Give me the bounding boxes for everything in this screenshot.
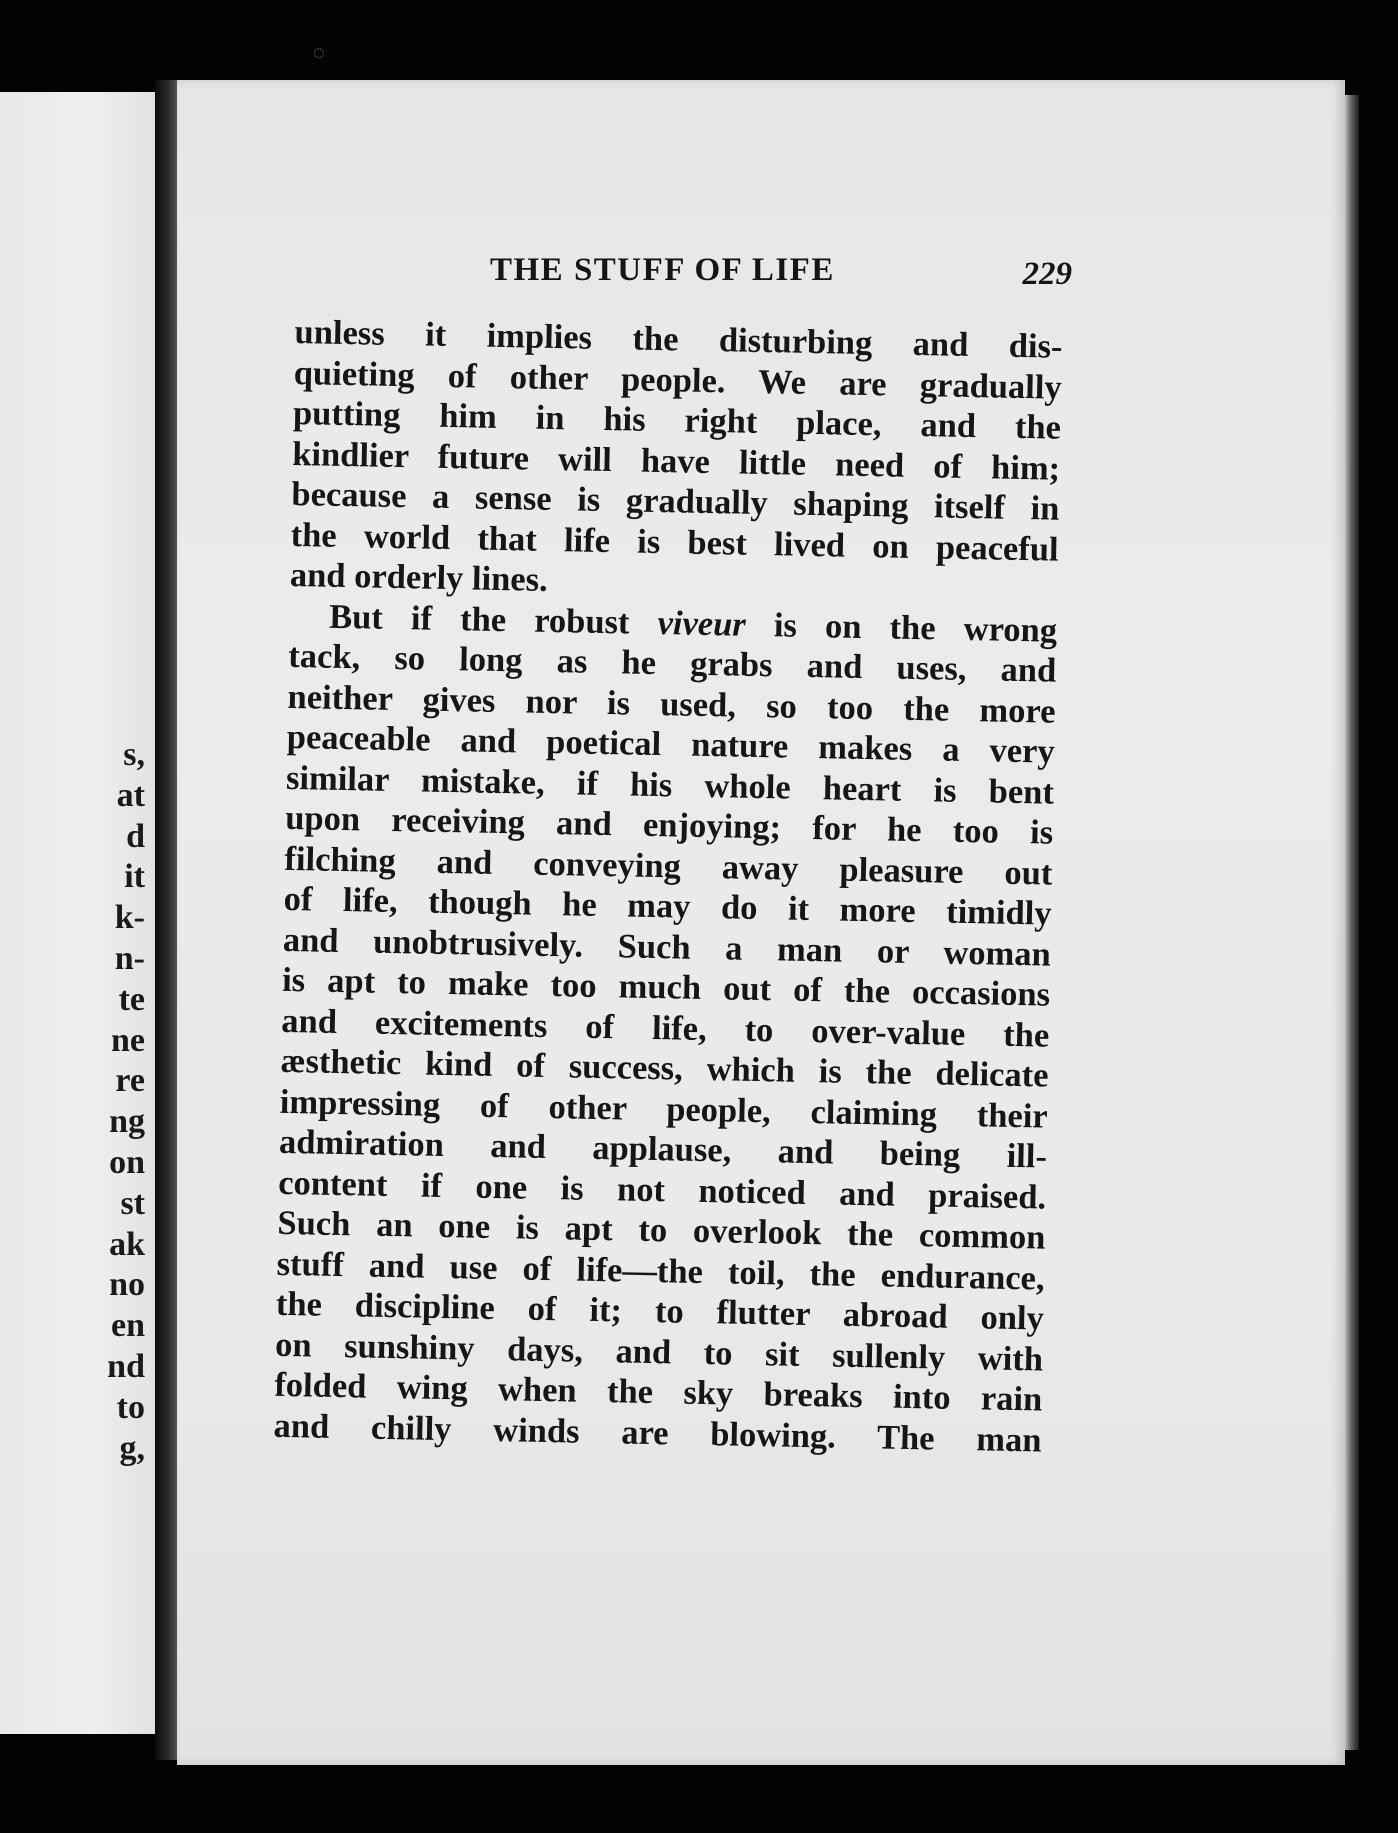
text-line: neither gives nor is used, so too the more <box>287 677 1056 731</box>
left-fragment: g, <box>119 1429 145 1467</box>
text-line: kindlier future will have little need of him; <box>291 434 1061 488</box>
left-fragment: at <box>116 776 145 814</box>
left-fragment: on <box>109 1143 145 1181</box>
italic-word: viveur <box>657 603 747 644</box>
text-line: similar mistake, if his whole heart is bent <box>285 758 1055 812</box>
left-fragment: n- <box>114 939 145 977</box>
left-fragment: en <box>111 1307 145 1345</box>
left-fragment: re <box>115 1062 145 1100</box>
paragraph-start-line: But if the robust viveur is on the wrong <box>328 597 1058 650</box>
text-line: putting him in his right place, and the <box>292 393 1062 447</box>
text-line: content if one is not noticed and praised. <box>277 1163 1047 1217</box>
running-title: THE STUFF OF LIFE <box>490 252 835 288</box>
left-fragment: ne <box>111 1021 145 1059</box>
left-fragment: k- <box>114 899 145 937</box>
left-fragment: ak <box>109 1225 145 1263</box>
text-line: the world that life is best lived on peaceful <box>290 515 1059 569</box>
left-fragment: no <box>109 1266 145 1304</box>
left-fragment: it <box>124 858 145 896</box>
text-line: because a sense is gradually shaping itself in <box>291 474 1060 528</box>
body-text <box>273 312 1063 1461</box>
left-fragment: s, <box>123 736 145 773</box>
paragraph-end-line: and orderly lines. <box>289 555 549 599</box>
text-line: impressing of other people, claiming their <box>279 1082 1049 1136</box>
book-gutter <box>155 80 177 1760</box>
text-line: stuff and use of life—the toil, the endurance, <box>276 1244 1045 1298</box>
text-line: unless it implies the disturbing and dis- <box>294 312 1063 366</box>
text-line: folded wing when the sky breaks into rain <box>274 1365 1043 1419</box>
text-line: admiration and applause, and being ill- <box>278 1122 1048 1176</box>
text-line: æsthetic kind of success, which is the delicate <box>280 1041 1049 1095</box>
text-line: peaceable and poetical nature makes a very <box>286 717 1056 771</box>
left-fragment: st <box>120 1184 145 1222</box>
text-line: tack, so long as he grabs and uses, and <box>288 636 1057 690</box>
text-line: filching and conveying away pleasure out <box>284 839 1053 893</box>
left-fragment: to <box>116 1388 145 1426</box>
text-line: upon receiving and enjoying; for he too is <box>284 798 1054 852</box>
left-fragment: d <box>126 817 145 855</box>
running-header <box>300 252 1080 296</box>
page-number: 229 <box>1022 256 1072 292</box>
left-fragment: nd <box>107 1347 145 1385</box>
text-line: the discipline of it; to flutter abroad only <box>275 1284 1045 1338</box>
text-line: quieting of other people. We are gradually <box>293 353 1063 407</box>
text-line: and excitements of life, to over-value the <box>281 1001 1050 1055</box>
page-edge <box>1345 95 1359 1750</box>
ink-speck: ◌ <box>313 42 325 64</box>
text-line: and chilly winds are blowing. The man <box>273 1406 1042 1460</box>
text-line: of life, though he may do it more timidly <box>283 879 1052 933</box>
text-line: on sunshiny days, and to sit sullenly with <box>274 1325 1044 1379</box>
text-line: Such an one is apt to overlook the common <box>277 1203 1046 1257</box>
left-page-text-fragments <box>0 735 155 1469</box>
left-fragment: te <box>118 980 145 1018</box>
left-facing-page <box>0 92 155 1734</box>
text-line: and unobtrusively. Such a man or woman <box>282 920 1052 974</box>
text-line: is apt to make too much out of the occasions <box>281 960 1051 1014</box>
left-fragment: ng <box>109 1103 145 1141</box>
